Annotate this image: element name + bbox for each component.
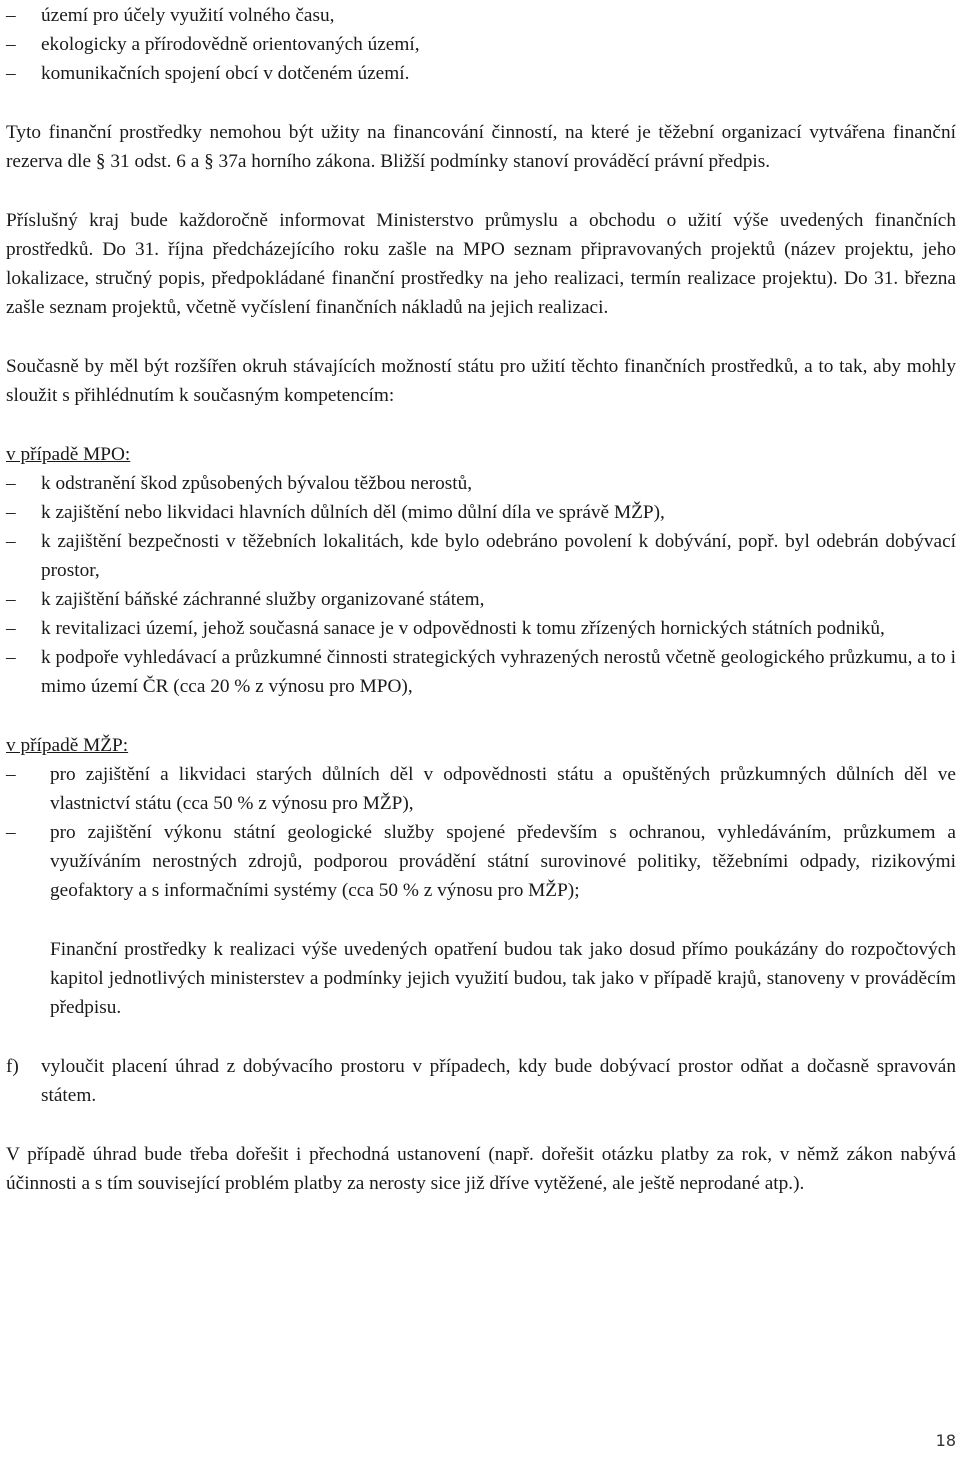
- mzp-heading: [6, 731, 956, 760]
- top-dash-list: [6, 1, 956, 88]
- mzp-heading-text: v případě MŽP:: [6, 735, 129, 756]
- mzp-dash-list: [6, 760, 956, 905]
- mpo-heading: [6, 440, 956, 469]
- page-number: 18: [935, 1431, 956, 1450]
- item-text: vyloučit placení úhrad z dobývacího prostoru v případech, kdy bude dobývací prostor odňat a dočasně spravován státem.: [41, 1056, 956, 1106]
- list-item: – k zajištění bezpečnosti v těžebních lokalitách, kde bylo odebráno povolení k dobývání, popř. byl odebrán dobývací prostor,: [6, 527, 956, 585]
- list-item: – k zajištění nebo likvidaci hlavních důlních děl (mimo důlní díla ve správě MŽP),: [6, 498, 956, 527]
- paragraph-state-scope: Současně by měl být rozšířen okruh stávajících možností státu pro užití těchto finančních prostředků, a to tak, aby mohly sloužit s přihlédnutím k současným kompetencím:: [6, 356, 956, 406]
- paragraph-region-reporting: Příslušný kraj bude každoročně informovat Ministerstvo průmyslu a obchodu o užití výše uvedených finančních prostředků. Do 31. října předcházejícího roku zašle na MPO seznam připravovaných projektů (název projektu, jeho lokalizace, stručný popis, předpokládané finanční prostředky na jeho realizaci, termín realizace projektu). Do 31. března zašle seznam projektů, včetně vyčíslení finančních nákladů na jejich realizaci.: [6, 210, 956, 318]
- list-item: – k podpoře vyhledávací a průzkumné činnosti strategických vyhrazených nerostů včetně geologického průzkumu, a to i mimo území ČR (cca 20 % z výnosu pro MPO),: [6, 643, 956, 701]
- list-item: – k odstranění škod způsobených bývalou těžbou nerostů,: [6, 469, 956, 498]
- list-item: – pro zajištění a likvidaci starých důlních děl v odpovědnosti státu a opuštěných průzkumných důlních děl ve vlastnictví státu (cca 50 % z výnosu pro MŽP),: [6, 760, 956, 818]
- list-item: – pro zajištění výkonu státní geologické služby spojené především s ochranou, vyhledáváním, průzkumem a využíváním nerostných zdrojů, podporou provádění státní surovinové politiky, těžebními odpady, rizikovými geofaktory a s informačními systémy (cca 50 % z výnosu pro MŽP);: [6, 818, 956, 905]
- mpo-heading-text: v případě MPO:: [6, 444, 131, 465]
- list-item: – území pro účely využití volného času,: [6, 1, 956, 30]
- list-item: – komunikačních spojení obcí v dotčeném území.: [6, 59, 956, 88]
- lettered-item-f: [6, 1052, 956, 1110]
- paragraph-financial-reserve: Tyto finanční prostředky nemohou být užity na financování činností, na které je těžební organizací vytvářena finanční rezerva dle § 31 odst. 6 a § 37a horního zákona. Bližší podmínky stanoví prováděcí právní předpis.: [6, 122, 956, 172]
- paragraph-budget-chapters: Finanční prostředky k realizaci výše uvedených opatření budou tak jako dosud přímo poukázány do rozpočtových kapitol jednotlivých ministerstev a podmínky jejich využití budou, tak jako v případě krajů, stanoveny v prováděcím předpisu.: [50, 939, 956, 1018]
- paragraph-transitional: V případě úhrad bude třeba dořešit i přechodná ustanovení (např. dořešit otázku platby za rok, v němž zákon nabývá účinnosti a s tím související problém platby za nerosty sice již dříve vytěžené, ale ještě neprodané atp.).: [6, 1144, 956, 1194]
- document-page: [6, 0, 956, 1198]
- list-item: – ekologicky a přírodovědně orientovaných území,: [6, 30, 956, 59]
- mpo-dash-list: [6, 469, 956, 701]
- list-item: – k zajištění báňské záchranné služby organizované státem,: [6, 585, 956, 614]
- item-marker: f): [6, 1056, 19, 1077]
- list-item: – k revitalizaci území, jehož současná sanace je v odpovědnosti k tomu zřízených hornických státních podniků,: [6, 614, 956, 643]
